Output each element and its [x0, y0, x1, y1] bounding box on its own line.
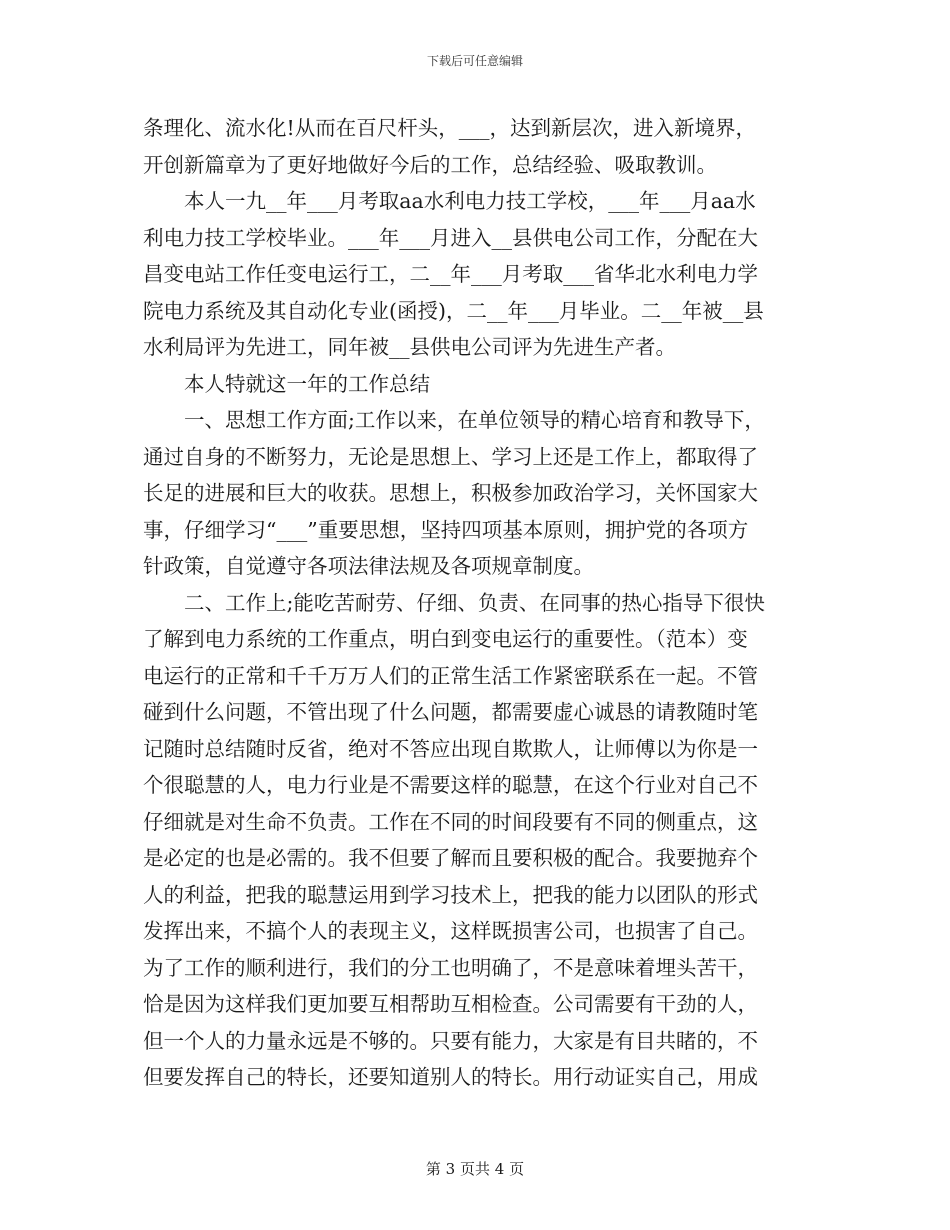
text-line: 了解到电力系统的工作重点，明白到变电运行的重要性。（范本）变 — [143, 627, 748, 651]
paragraph-start-line: 二、工作上;能吃苦耐劳、仔细、负责、在同事的热心指导下很快 — [184, 590, 765, 615]
text-line: 开创新篇章为了更好地做好今后的工作，总结经验、吸取教训。 — [143, 152, 717, 177]
paragraph-start-line: 一、思想工作方面;工作以来，在单位领导的精心培育和教导下， — [184, 408, 765, 432]
text-line: 但要发挥自己的特长，还要知道别人的特长。用行动证实自己，用成 — [143, 1065, 758, 1089]
text-line: 个很聪慧的人，电力行业是不需要这样的聪慧，在这个行业对自己不 — [143, 773, 758, 797]
page-footer: 第 3 页共 4 页 — [425, 1160, 525, 1178]
text-line: 水利局评为先进工，同年被__县供电公司评为先进生产者。 — [143, 335, 676, 359]
text-line: 为了工作的顺利进行，我们的分工也明确了，不是意味着埋头苦干， — [143, 955, 758, 980]
text-line: 仔细就是对生命不负责。工作在不同的时间段要有不同的侧重点，这 — [143, 809, 758, 834]
text-line: 电运行的正常和千千万万人们的正常生活工作紧密联系在一起。不管 — [143, 663, 758, 688]
text-line: 长足的进展和巨大的收获。思想上，积极参加政治学习，关怀国家大 — [143, 481, 758, 505]
text-line: 条理化、流水化!从而在百尺杆头，___，达到新层次，进入新境界， — [143, 116, 756, 140]
text-line: 人的利益，把我的聪慧运用到学习技术上，把我的能力以团队的形式 — [143, 882, 758, 907]
paragraph-start-line: 本人一九__年___月考取aa水利电力技工学校，___年___月aa水 — [184, 189, 756, 213]
text-line: 通过自身的不断努力，无论是思想上、学习上还是工作上，都取得了 — [143, 444, 758, 469]
text-line: 是必定的也是必需的。我不但要了解而且要积极的配合。我要抛弃个 — [143, 846, 758, 870]
text-line: 碰到什么问题，不管出现了什么问题，都需要虚心诚恳的请教随时笔 — [143, 700, 758, 724]
page-header: 下载后可任意编辑 — [426, 54, 523, 68]
text-line: 针政策，自觉遵守各项法律法规及各项规章制度。 — [143, 554, 594, 578]
text-line: 但一个人的力量永远是不够的。只要有能力，大家是有目共睹的，不 — [143, 1028, 758, 1053]
document-body — [143, 110, 813, 1096]
text-line: 昌变电站工作任变电运行工，二__年___月考取___省华北水利电力学 — [143, 262, 758, 286]
text-line: 事，仔细学习“___”重要思想，坚持四项基本原则，拥护党的各项方 — [143, 517, 749, 542]
section-intro-line: 本人特就这一年的工作总结 — [184, 371, 430, 396]
text-line: 发挥出来，不搞个人的表现主义，这样既损害公司，也损害了自己。 — [143, 919, 758, 943]
text-line: 利电力技工学校毕业。___年___月进入__县供电公司工作，分配在大 — [143, 225, 758, 250]
text-line: 记随时总结随时反省，绝对不答应出现自欺欺人，让师傅以为你是一 — [143, 736, 758, 761]
text-line: 恰是因为这样我们更加要互相帮助互相检查。公司需要有干劲的人， — [143, 992, 758, 1016]
text-line: 院电力系统及其自动化专业(函授)，二__年___月毕业。二__年被__县 — [143, 298, 764, 323]
